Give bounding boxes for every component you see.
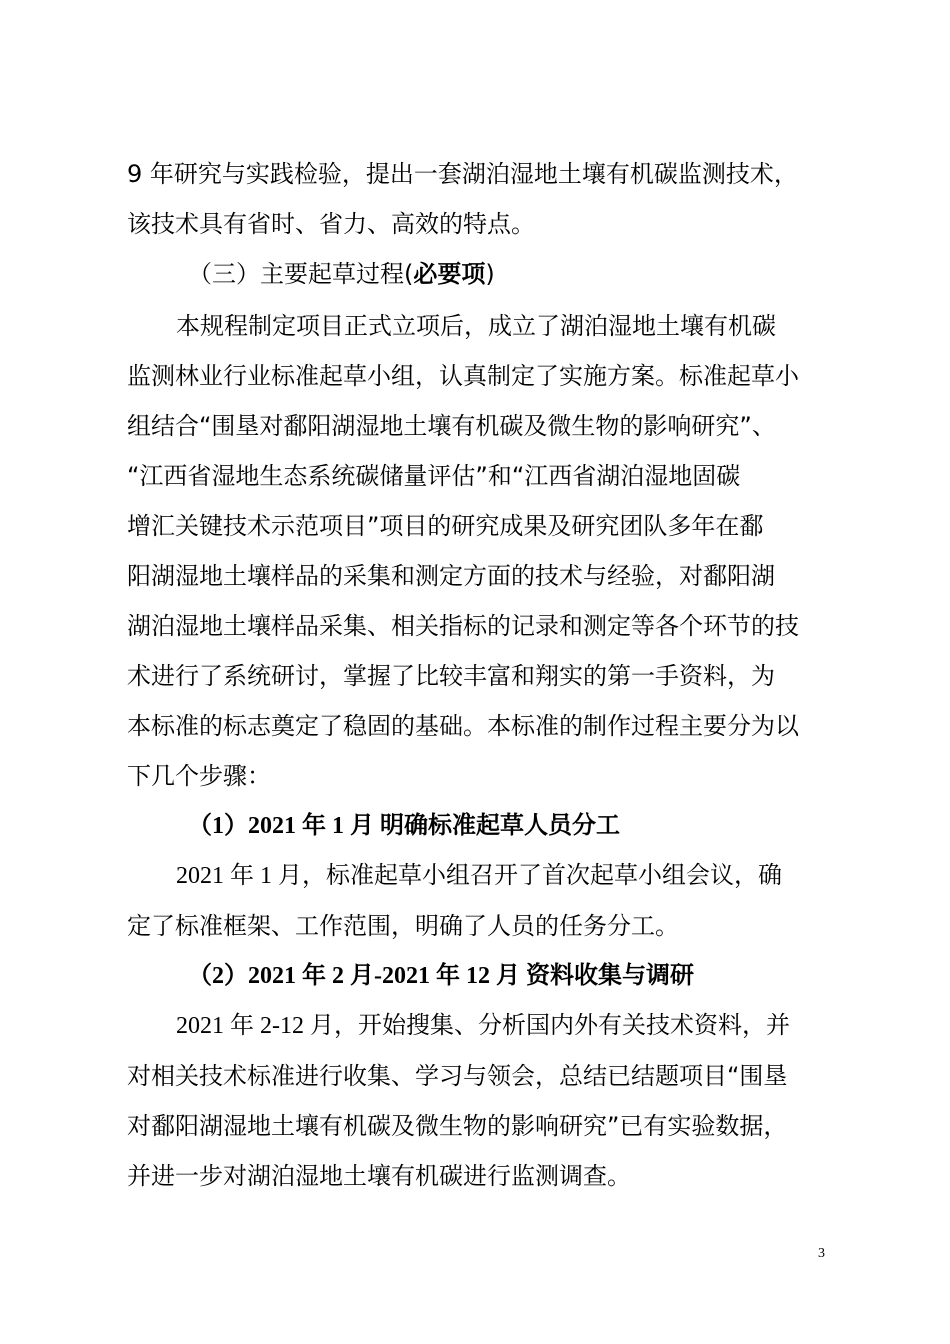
body-line-1: 9 年研究与实践检验，提出一套湖泊湿地土壤有机碳监测技术，: [127, 160, 798, 188]
page-number: 3: [818, 1246, 825, 1261]
step-1-line-1: 2021 年 1 月，标准起草小组召开了首次起草小组会议，确: [176, 863, 782, 889]
paragraph-1-line-6: 阳湖湿地土壤样品的采集和测定方面的技术与经验，对鄱阳湖: [127, 562, 775, 590]
paragraph-1-line-7: 湖泊湿地土壤样品采集、相关指标的记录和测定等各个环节的技: [127, 612, 799, 640]
section-heading-required-label: 必要项: [413, 260, 486, 288]
step-2-line-4: 并进一步对湖泊湿地土壤有机碳进行监测调查。: [127, 1162, 631, 1190]
step-2-line-3: 对鄱阳湖湿地土壤有机碳及微生物的影响研究”已有实验数据，: [127, 1112, 788, 1140]
paragraph-1-line-3: 组结合“围垦对鄱阳湖湿地土壤有机碳及微生物的影响研究”、: [127, 412, 776, 440]
paragraph-1-line-5: 增汇关键技术示范项目”项目的研究成果及研究团队多年在鄱: [127, 512, 764, 540]
paragraph-1-line-9: 本标准的标志奠定了稳固的基础。本标准的制作过程主要分为以: [127, 712, 799, 740]
step-2-heading: （2）2021 年 2 月-2021 年 12 月 资料收集与调研: [188, 963, 694, 989]
step-2-line-2: 对相关技术标准进行收集、学习与领会，总结已结题项目“围垦: [127, 1062, 788, 1090]
step-1-heading: （1）2021 年 1 月 明确标准起草人员分工: [188, 813, 620, 839]
step-2-line-1: 2021 年 2-12 月，开始搜集、分析国内外有关技术资料，并: [176, 1013, 790, 1039]
section-heading-close: ): [485, 260, 495, 288]
section-heading: [188, 258, 893, 290]
paragraph-1-line-1: 本规程制定项目正式立项后，成立了湖泊湿地土壤有机碳: [176, 312, 776, 340]
step-1-line-2: 定了标准框架、工作范围，明确了人员的任务分工。: [127, 912, 679, 940]
paragraph-1-line-8: 术进行了系统研讨，掌握了比较丰富和翔实的第一手资料，为: [127, 662, 775, 690]
section-heading-text: （三）主要起草过程(: [188, 260, 414, 288]
body-line-2: 该技术具有省时、省力、高效的特点。: [127, 210, 535, 238]
paragraph-1-line-10: 下几个步骤：: [127, 762, 271, 790]
paragraph-1-line-4: “江西省湿地生态系统碳储量评估”和“江西省湖泊湿地固碳: [127, 462, 741, 490]
paragraph-1-line-2: 监测林业行业标准起草小组，认真制定了实施方案。标准起草小: [127, 362, 799, 390]
